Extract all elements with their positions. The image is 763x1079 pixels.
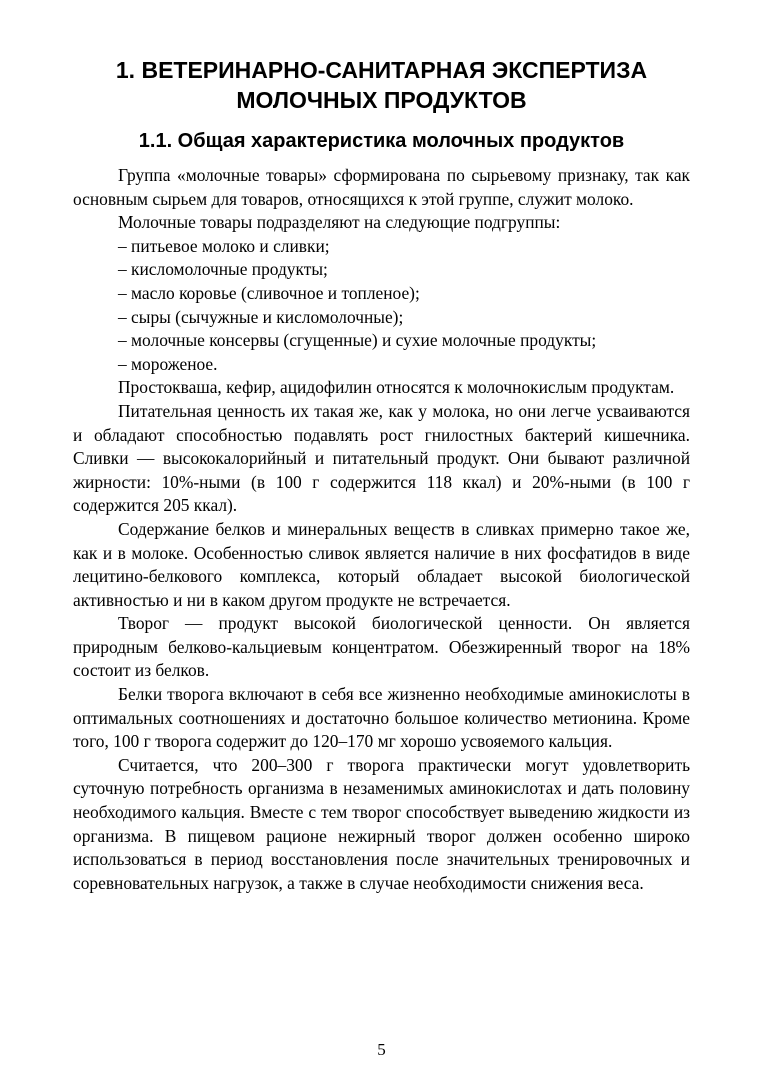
section-title: 1.1. Общая характеристика молочных продуктов bbox=[138, 130, 625, 152]
list-item: – сыры (сычужные и кисломолочные); bbox=[118, 306, 404, 327]
chapter-title bbox=[60, 55, 703, 115]
body-text bbox=[73, 164, 690, 895]
paragraph: Содержание белков и минеральных веществ в сливках примерно такое же, как и в молоке. Особенностью сливок является наличие в них фосфатидов в виде лецитино-белкового комплекса, который обладает высокой биологической активностью и ни в каком другом продукте не встречается. bbox=[73, 518, 690, 610]
paragraph: Простокваша, кефир, ацидофилин относятся к молочнокислым продуктам. bbox=[118, 377, 675, 398]
paragraph: Питательная ценность их такая же, как у молока, но они легче усваиваются и обладают способностью подавлять рост гнилостных бактерий кишечника. Сливки — высококалорийный и питательный продукт. Они бывают различной жирности: 10%-ными (в 100 г содержится 118 ккал) и 20%-ными (в 100 г содержится 205 ккал). bbox=[73, 400, 690, 516]
paragraph: Группа «молочные товары» сформирована по сырьевому признаку, так как основным сырьем для товаров, относящихся к этой группе, служит молоко. bbox=[73, 165, 690, 209]
paragraph: Считается, что 200–300 г творога практически могут удовлетворить суточную потребность организма в незаменимых аминокислотах и дать половину необходимого кальция. Вместе с тем творог способствует выведению жидкости из организма. В пищевом рационе нежирный творог должен особенно широко использоваться в период восстановления после значительных тренировочных и соревновательных нагрузок, а также в случае необходимости снижения веса. bbox=[73, 754, 690, 893]
paragraph: Творог — продукт высокой биологической ценности. Он является природным белково-кальциевым концентратом. Обезжиренный творог на 18% состоит из белков. bbox=[73, 613, 690, 681]
list-item: – молочные консервы (сгущенные) и сухие молочные продукты; bbox=[118, 330, 597, 351]
page-number: 5 bbox=[377, 1040, 386, 1059]
list-item: – кисломолочные продукты; bbox=[118, 259, 328, 280]
paragraph: Белки творога включают в себя все жизненно необходимые аминокислоты в оптимальных соотношениях и достаточно большое количество метионина. Кроме того, 100 г творога содержит до 120–170 мг хорошо усвояемого кальция. bbox=[73, 684, 690, 752]
chapter-title-line-1: 1. ВЕТЕРИНАРНО-САНИТАРНАЯ ЭКСПЕРТИЗА bbox=[115, 57, 648, 83]
list-item: – питьевое молоко и сливки; bbox=[118, 235, 330, 256]
chapter-title-line-2: МОЛОЧНЫХ ПРОДУКТОВ bbox=[236, 87, 527, 113]
list-item: – мороженое. bbox=[118, 353, 218, 374]
paragraph: Молочные товары подразделяют на следующие подгруппы: bbox=[118, 212, 561, 233]
list-item: – масло коровье (сливочное и топленое); bbox=[118, 282, 420, 303]
